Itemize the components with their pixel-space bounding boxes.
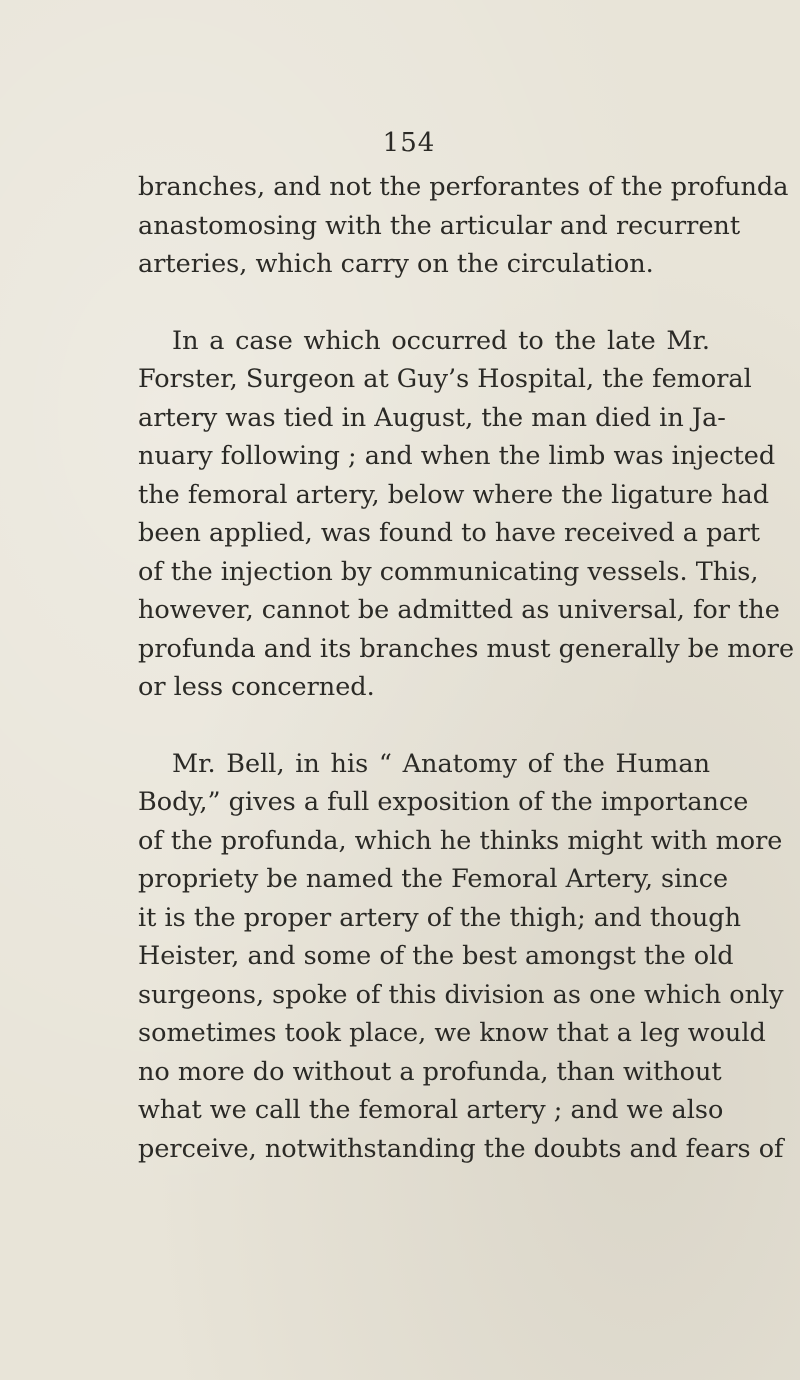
text-line: the femoral artery, below where the ligature had [138, 479, 770, 510]
paragraph-2 [138, 322, 795, 707]
paragraph-3 [138, 745, 784, 1169]
text-line: Forster, Surgeon at Guy’s Hospital, the femoral [138, 364, 752, 394]
text-line: Mr. Bell, in his “ Anatomy of the Human [172, 748, 710, 779]
text-line: of the profunda, which he thinks might with more [138, 825, 783, 856]
text-line: no more do without a profunda, than without [138, 1056, 722, 1087]
text-line: propriety be named the Femoral Artery, since [138, 864, 729, 894]
text-line: artery was tied in August, the man died in Ja- [138, 402, 726, 433]
text-line: branches, and not the perforantes of the profunda [138, 172, 789, 202]
text-line: sometimes took place, we know that a leg would [138, 1018, 766, 1048]
text-line: profunda and its branches must generally be more [138, 633, 795, 664]
text-line: however, cannot be admitted as universal, for the [138, 595, 780, 625]
text-line: it is the proper artery of the thigh; and though [138, 902, 742, 933]
page-number: 154 [382, 128, 436, 158]
text-line: perceive, notwithstanding the doubts and fears of [138, 1133, 784, 1164]
text-line: nuary following ; and when the limb was injected [138, 441, 776, 471]
text-line: Body,” gives a full exposition of the importance [138, 787, 749, 817]
text-line: arteries, which carry on the circulation. [138, 249, 654, 279]
body-text [138, 168, 795, 1206]
text-line: been applied, was found to have received a part [138, 518, 761, 548]
text-line: In a case which occurred to the late Mr. [172, 325, 710, 356]
text-line: what we call the femoral artery ; and we also [138, 1095, 724, 1125]
text-line: surgeons, spoke of this division as one which only [138, 979, 784, 1010]
text-line: of the injection by communicating vessels. This, [138, 556, 759, 587]
text-line: anastomosing with the articular and recurrent [138, 210, 741, 241]
text-line: Heister, and some of the best amongst the old [138, 941, 734, 971]
text-line: or less concerned. [138, 672, 375, 702]
paragraph-1 [138, 168, 789, 284]
